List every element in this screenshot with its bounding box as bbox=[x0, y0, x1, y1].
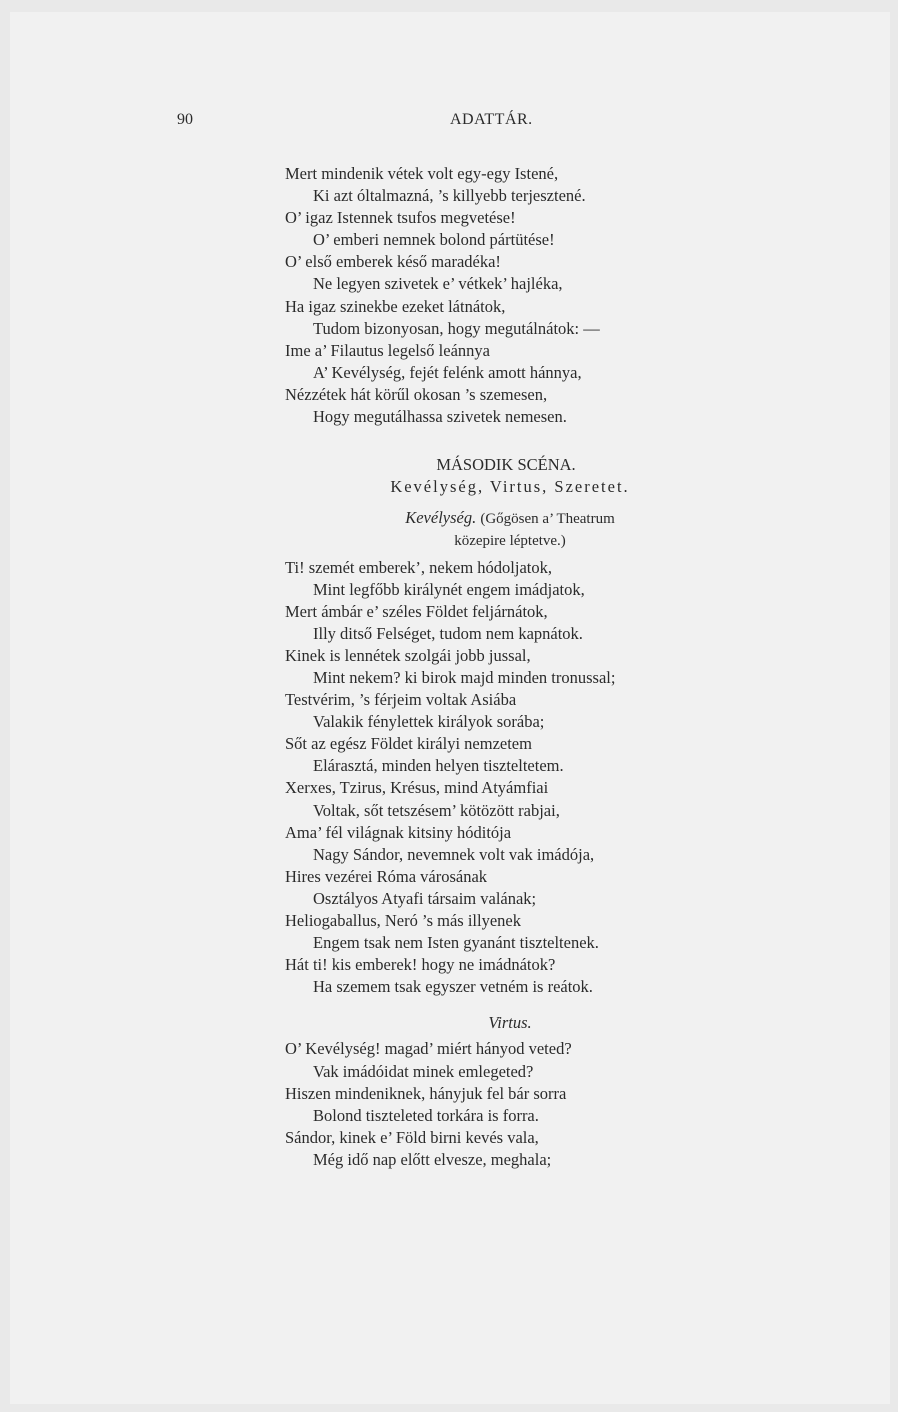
verse-line: Ha igaz szinekbe ezeket látnátok, bbox=[285, 296, 506, 316]
verse-line: Hiszen mindeniknek, hányjuk fel bár sorra bbox=[285, 1083, 567, 1103]
verse-line: Mert mindenik vétek volt egy-egy Istené, bbox=[285, 164, 559, 183]
verse-line: Nagy Sándor, nevemnek volt vak imádója, bbox=[313, 844, 595, 864]
verse-line: Ama’ fél világnak kitsiny hóditója bbox=[285, 822, 512, 842]
verse-line: Sőt az egész Földet királyi nemzetem bbox=[285, 734, 532, 754]
verse-line: O’ igaz Istennek tsufos megvetése! bbox=[285, 208, 516, 228]
speaker-name-virtus: Virtus. bbox=[488, 1013, 532, 1033]
speaker-heading bbox=[285, 507, 755, 530]
verse-block-3 bbox=[285, 1038, 755, 1171]
page bbox=[10, 12, 890, 1404]
verse-line: Mert ámbár e’ széles Földet feljárnátok, bbox=[285, 601, 548, 621]
verse-line: O’ Kevélység! magad’ miért hányod veted? bbox=[285, 1039, 572, 1059]
verse-line: Sándor, kinek e’ Föld birni kevés vala, bbox=[285, 1127, 539, 1147]
verse-line: Engem tsak nem Isten gyanánt tiszteltenek. bbox=[313, 933, 599, 953]
verse-block-2 bbox=[285, 557, 755, 999]
verse-line: Heliogaballus, Neró ’s más illyenek bbox=[285, 911, 521, 930]
verse-line: Illy ditső Felséget, tudom nem kapnátok. bbox=[313, 623, 583, 643]
verse-line: Voltak, sőt tetszésem’ kötözött rabjai, bbox=[313, 800, 560, 820]
verse-line: Nézzétek hát körűl okosan ’s szemesen, bbox=[285, 384, 548, 404]
verse-line: Mint legfőbb királynét engem imádjatok, bbox=[313, 579, 585, 599]
scene-title: MÁSODIK SCÉNA. bbox=[436, 455, 576, 475]
verse-line: Kinek is lennétek szolgái jobb jussal, bbox=[285, 645, 531, 665]
verse-line: Hogy megutálhassa szivetek nemesen. bbox=[313, 407, 567, 427]
page-number: 90 bbox=[177, 111, 193, 128]
stage-direction: (Gőgösen a’ Theatrum bbox=[480, 511, 615, 528]
stage-direction-continued: közepire léptetve.) bbox=[454, 533, 566, 550]
verse-line: Ime a’ Filautus legelső leánnya bbox=[285, 340, 490, 360]
verse-line: Ki azt óltalmazná, ’s killyebb terjesztené. bbox=[313, 186, 586, 206]
poem-text bbox=[285, 163, 755, 1171]
verse-line: Valakik fénylettek királyok sorába; bbox=[313, 712, 545, 732]
verse-line: O’ emberi nemnek bolond pártütése! bbox=[313, 230, 555, 250]
verse-line: Még idő nap előtt elvesze, meghala; bbox=[313, 1149, 552, 1169]
verse-line: Testvérim, ’s férjeim voltak Asiába bbox=[285, 690, 517, 710]
verse-line: Tudom bizonyosan, hogy megutálnátok: — bbox=[313, 318, 600, 338]
verse-line: Hires vezérei Róma városának bbox=[285, 866, 488, 886]
verse-line: Ne legyen szivetek e’ vétkek’ hajléka, bbox=[313, 274, 563, 294]
verse-line: Bolond tiszteleted torkára is forra. bbox=[313, 1105, 539, 1125]
verse-line: Ti! szemét emberek’, nekem hódoljatok, bbox=[285, 557, 552, 577]
scene-characters: Kevélység, Virtus, Szeretet. bbox=[390, 477, 630, 497]
verse-line: O’ első emberek késő maradéka! bbox=[285, 252, 501, 272]
verse-line: A’ Kevélység, fejét felénk amott hánnya, bbox=[313, 362, 582, 382]
verse-line: Hát ti! kis emberek! hogy ne imádnátok? bbox=[285, 955, 556, 975]
verse-line: Xerxes, Tzirus, Krésus, mind Atyámfiai bbox=[285, 778, 549, 798]
verse-line: Ha szemem tsak egyszer vetném is reátok. bbox=[313, 977, 593, 997]
verse-line: Elárasztá, minden helyen tiszteltetem. bbox=[313, 756, 564, 776]
verse-block-1 bbox=[285, 163, 755, 428]
verse-line: Vak imádóidat minek emlegeted? bbox=[313, 1061, 534, 1081]
verse-line: Mint nekem? ki birok majd minden tronussal; bbox=[313, 667, 616, 687]
speaker-name: Kevélység. bbox=[405, 508, 477, 528]
running-head: ADATTÁR. bbox=[450, 111, 533, 128]
verse-line: Osztályos Atyafi társaim valának; bbox=[313, 888, 537, 908]
